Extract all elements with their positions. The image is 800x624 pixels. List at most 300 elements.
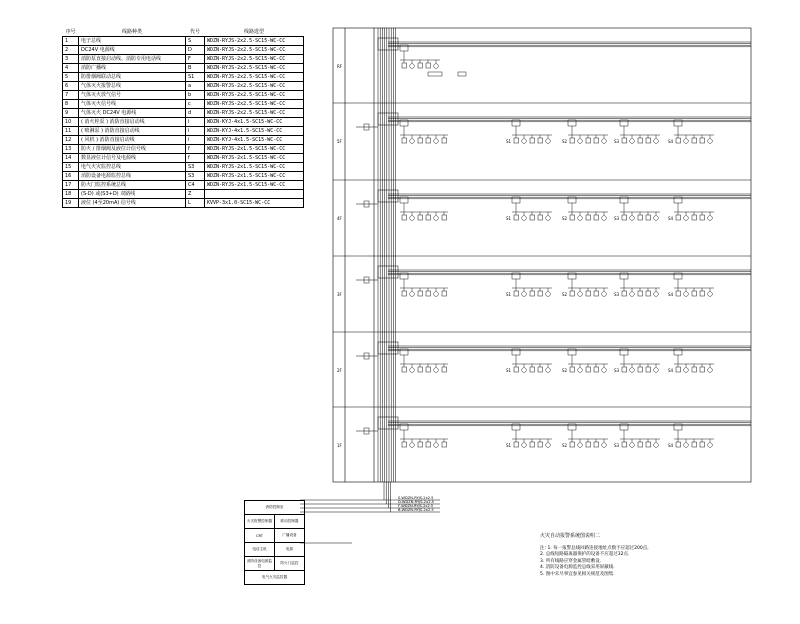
legend-cell: WDZN-RYJS-2x2.5-SC15-WC-CC bbox=[205, 64, 304, 73]
junction-box bbox=[378, 266, 398, 278]
device-icon bbox=[570, 291, 575, 296]
smoke-detector-icon bbox=[522, 368, 527, 373]
module-label: S4 bbox=[668, 443, 674, 448]
legend-row bbox=[63, 190, 304, 199]
device-icon bbox=[458, 72, 466, 76]
device-icon bbox=[638, 215, 643, 220]
device-icon bbox=[638, 138, 643, 143]
legend-row bbox=[63, 136, 304, 145]
device-icon bbox=[442, 138, 447, 143]
device-icon bbox=[570, 138, 575, 143]
legend-cell: 8 bbox=[63, 100, 79, 109]
legend-cell: 防排烟阀联动总线 bbox=[79, 73, 186, 82]
device-icon bbox=[676, 442, 681, 447]
legend-cell: WDZN-RYJS-2x2.5-SC15-WC-CC bbox=[205, 37, 304, 46]
device-icon bbox=[586, 367, 591, 372]
legend-cell: WDZN-RYJS-2x1.5-SC15-WC-CC bbox=[205, 172, 304, 181]
device-icon bbox=[514, 138, 519, 143]
device-icon bbox=[418, 291, 423, 296]
module-box bbox=[620, 120, 628, 126]
floor-label: 3F bbox=[337, 292, 342, 297]
note-line: 2. 总线短路隔离器保护的设备不应超过32点. bbox=[540, 552, 630, 558]
smoke-detector-icon bbox=[602, 139, 607, 144]
device-icon bbox=[426, 442, 431, 447]
smoke-detector-icon bbox=[654, 443, 659, 448]
device-icon bbox=[700, 215, 705, 220]
legend-cell: ( 喷淋泵 ) 消防直接启动线 bbox=[79, 127, 186, 136]
control-cell: 联动控制器 bbox=[275, 515, 305, 529]
module-box bbox=[568, 273, 576, 279]
module-box bbox=[620, 424, 628, 430]
device-icon bbox=[426, 291, 431, 296]
control-cell: 防火门监控 bbox=[275, 557, 305, 571]
legend-header-cell: 线路选型 bbox=[205, 28, 304, 37]
module-box bbox=[620, 273, 628, 279]
legend-cell: S3 bbox=[186, 172, 205, 181]
device-icon bbox=[530, 138, 535, 143]
control-cell: 电源 bbox=[275, 543, 305, 557]
module-box bbox=[568, 120, 576, 126]
smoke-detector-icon bbox=[410, 292, 415, 297]
legend-cell: 气体灭火放气信号 bbox=[79, 91, 186, 100]
legend-cell: 17 bbox=[63, 181, 79, 190]
module-label: S3 bbox=[614, 139, 620, 144]
legend-cell: 2 bbox=[63, 46, 79, 55]
smoke-detector-icon bbox=[708, 216, 713, 221]
legend-cell: S1 bbox=[186, 73, 205, 82]
device-icon bbox=[402, 215, 407, 220]
legend-cell: 10 bbox=[63, 118, 79, 127]
device-icon bbox=[594, 291, 599, 296]
device-icon bbox=[692, 367, 697, 372]
legend-header-cell: 线路种类 bbox=[79, 28, 186, 37]
module-label: S4 bbox=[668, 216, 674, 221]
device-icon bbox=[676, 138, 681, 143]
junction-box bbox=[378, 113, 398, 125]
legend-cell: 气体灭火 DC24V 电源线 bbox=[79, 109, 186, 118]
module-label: S2 bbox=[562, 216, 568, 221]
device-icon bbox=[594, 215, 599, 220]
module-label: S4 bbox=[668, 292, 674, 297]
legend-cell: 14 bbox=[63, 154, 79, 163]
legend-cell: WDZN-RYJS-2x2.5-SC15-WC-CC bbox=[205, 91, 304, 100]
legend-cell: 6 bbox=[63, 82, 79, 91]
isolator-icon bbox=[364, 277, 369, 283]
smoke-detector-icon bbox=[434, 292, 439, 297]
legend-cell: i bbox=[186, 136, 205, 145]
legend-cell: 18 bbox=[63, 190, 79, 199]
control-cell: 电话主机 bbox=[245, 543, 275, 557]
device-icon bbox=[530, 215, 535, 220]
module-box bbox=[400, 349, 408, 355]
legend-row bbox=[63, 55, 304, 64]
device-icon bbox=[586, 215, 591, 220]
bus-label: F-WDZN-RYJS-2x2.5 bbox=[398, 504, 434, 508]
device-icon bbox=[570, 215, 575, 220]
device-icon bbox=[638, 442, 643, 447]
smoke-detector-icon bbox=[602, 292, 607, 297]
legend-cell: 气体灭火信号线 bbox=[79, 100, 186, 109]
legend-cell: 16 bbox=[63, 172, 79, 181]
legend-cell: Z bbox=[186, 190, 205, 199]
device-icon bbox=[442, 291, 447, 296]
smoke-detector-icon bbox=[546, 216, 551, 221]
smoke-detector-icon bbox=[708, 368, 713, 373]
module-label: S1 bbox=[506, 139, 512, 144]
legend-cell: S bbox=[186, 37, 205, 46]
module-box bbox=[512, 197, 520, 203]
module-box bbox=[400, 273, 408, 279]
smoke-detector-icon bbox=[602, 443, 607, 448]
device-icon bbox=[442, 367, 447, 372]
legend-row bbox=[63, 163, 304, 172]
legend-cell: 15 bbox=[63, 163, 79, 172]
device-icon bbox=[700, 442, 705, 447]
module-label: S4 bbox=[668, 139, 674, 144]
legend-row bbox=[63, 37, 304, 46]
legend-row bbox=[63, 109, 304, 118]
legend-cell: WDZN-RYJS-2x1.5-SC15-WC-CC bbox=[205, 163, 304, 172]
bus-label: D-WDZN-RYJS-2x2.5 bbox=[398, 500, 434, 504]
device-icon bbox=[402, 138, 407, 143]
device-icon bbox=[538, 215, 543, 220]
smoke-detector-icon bbox=[708, 443, 713, 448]
smoke-detector-icon bbox=[434, 443, 439, 448]
device-icon bbox=[418, 63, 423, 68]
legend-cell: WDZN-RYJS-2x2.5-SC15-WC-CC bbox=[205, 73, 304, 82]
module-label: S3 bbox=[614, 292, 620, 297]
isolator-icon bbox=[364, 124, 369, 130]
floor-label: 1F bbox=[337, 443, 342, 448]
note-line: 5. 图中未尽事宜参见相关规范及图集. bbox=[540, 571, 615, 577]
module-box bbox=[620, 197, 628, 203]
smoke-detector-icon bbox=[434, 368, 439, 373]
smoke-detector-icon bbox=[546, 368, 551, 373]
device-icon bbox=[570, 367, 575, 372]
control-cell: 广播设备 bbox=[275, 529, 305, 543]
smoke-detector-icon bbox=[602, 368, 607, 373]
device-icon bbox=[646, 215, 651, 220]
legend-cell: d bbox=[186, 109, 205, 118]
legend-cell: b bbox=[186, 91, 205, 100]
legend-cell: (S-D) 或(S3+D) 双路线 bbox=[79, 190, 186, 199]
device-icon bbox=[514, 442, 519, 447]
legend-row bbox=[63, 118, 304, 127]
isolator-icon bbox=[364, 201, 369, 207]
junction-box bbox=[378, 342, 398, 354]
device-icon bbox=[538, 442, 543, 447]
bus-label: B-WDZN-RYJS-2x2.5 bbox=[398, 508, 434, 512]
notes-block bbox=[540, 533, 740, 579]
legend-row bbox=[63, 145, 304, 154]
legend-cell: 防火 / 排烟阀及液位计信号线 bbox=[79, 145, 186, 154]
module-label: S3 bbox=[614, 443, 620, 448]
legend-row bbox=[63, 82, 304, 91]
module-box bbox=[568, 424, 576, 430]
device-icon bbox=[692, 291, 697, 296]
device-icon bbox=[402, 442, 407, 447]
legend-cell: 9 bbox=[63, 109, 79, 118]
legend-cell: WDZN-RYJS-2x2.5-SC15-WC-CC bbox=[205, 82, 304, 91]
device-icon bbox=[638, 291, 643, 296]
smoke-detector-icon bbox=[630, 292, 635, 297]
device-icon bbox=[442, 215, 447, 220]
module-box bbox=[568, 197, 576, 203]
note-line: 3. 所有线路应穿金属管暗敷设. bbox=[540, 558, 602, 564]
legend-row bbox=[63, 100, 304, 109]
floor-label: RF bbox=[337, 64, 343, 69]
legend-cell: F bbox=[186, 55, 205, 64]
smoke-detector-icon bbox=[684, 292, 689, 297]
device-icon bbox=[646, 367, 651, 372]
legend-cell: 消防广播线 bbox=[79, 64, 186, 73]
legend-cell: S3 bbox=[186, 163, 205, 172]
smoke-detector-icon bbox=[578, 443, 583, 448]
module-label: S1 bbox=[506, 292, 512, 297]
smoke-detector-icon bbox=[410, 139, 415, 144]
legend-cell: WDZN-RYJS-2x1.5-SC15-WC-CC bbox=[205, 154, 304, 163]
device-icon bbox=[692, 442, 697, 447]
device-icon bbox=[692, 215, 697, 220]
bus-label: S-WDZN-RYJS-2x2.5 bbox=[398, 496, 434, 500]
device-icon bbox=[538, 291, 543, 296]
legend-cell: a bbox=[186, 82, 205, 91]
device-icon bbox=[418, 138, 423, 143]
smoke-detector-icon bbox=[578, 216, 583, 221]
smoke-detector-icon bbox=[434, 216, 439, 221]
legend-cell: WDZN-RYJS-2x2.5-SC15-WC-CC bbox=[205, 55, 304, 64]
smoke-detector-icon bbox=[522, 292, 527, 297]
legend-cell: c bbox=[186, 100, 205, 109]
smoke-detector-icon bbox=[654, 216, 659, 221]
smoke-detector-icon bbox=[434, 64, 439, 69]
device-icon bbox=[402, 291, 407, 296]
smoke-detector-icon bbox=[578, 139, 583, 144]
smoke-detector-icon bbox=[410, 443, 415, 448]
device-icon bbox=[538, 138, 543, 143]
smoke-detector-icon bbox=[654, 368, 659, 373]
device-icon bbox=[676, 291, 681, 296]
smoke-detector-icon bbox=[630, 368, 635, 373]
notes-title: 火灾自动报警系统图说明二 bbox=[540, 533, 601, 539]
device-icon bbox=[586, 291, 591, 296]
isolator-icon bbox=[364, 428, 369, 434]
legend-cell: B bbox=[186, 64, 205, 73]
device-icon bbox=[622, 215, 627, 220]
device-icon bbox=[622, 291, 627, 296]
device-icon bbox=[646, 138, 651, 143]
module-box bbox=[512, 424, 520, 430]
module-label: S4 bbox=[668, 368, 674, 373]
legend-cell: 11 bbox=[63, 127, 79, 136]
legend-cell: 电子总线 bbox=[79, 37, 186, 46]
legend-cell: ( 风机 ) 消防直接启动线 bbox=[79, 136, 186, 145]
module-label: S3 bbox=[614, 368, 620, 373]
device-icon bbox=[426, 63, 431, 68]
device-icon bbox=[402, 367, 407, 372]
legend-cell: f bbox=[186, 145, 205, 154]
smoke-detector-icon bbox=[434, 139, 439, 144]
control-cell: CRT bbox=[245, 529, 275, 543]
smoke-detector-icon bbox=[684, 368, 689, 373]
device-icon bbox=[594, 442, 599, 447]
legend-cell: C4 bbox=[186, 181, 205, 190]
module-box bbox=[512, 349, 520, 355]
legend-cell: 数显液位计信号及电源线 bbox=[79, 154, 186, 163]
module-box bbox=[674, 349, 682, 355]
legend-cell bbox=[205, 190, 304, 199]
smoke-detector-icon bbox=[546, 443, 551, 448]
module-box bbox=[674, 197, 682, 203]
module-box bbox=[400, 424, 408, 430]
device-icon bbox=[514, 215, 519, 220]
device-icon bbox=[514, 291, 519, 296]
module-box bbox=[512, 120, 520, 126]
module-box bbox=[674, 120, 682, 126]
legend-row bbox=[63, 181, 304, 190]
device-icon bbox=[594, 138, 599, 143]
smoke-detector-icon bbox=[522, 139, 527, 144]
control-room-table bbox=[244, 500, 305, 585]
device-icon bbox=[570, 442, 575, 447]
legend-cell: f bbox=[186, 154, 205, 163]
device-icon bbox=[646, 442, 651, 447]
legend-cell: WDZN-KYJ-4x1.5-SC15-WC-CC bbox=[205, 136, 304, 145]
device-icon bbox=[700, 138, 705, 143]
floor-label: 5F bbox=[337, 139, 342, 144]
legend-row bbox=[63, 154, 304, 163]
legend-cell: 19 bbox=[63, 199, 79, 208]
device-icon bbox=[700, 291, 705, 296]
device-icon bbox=[700, 367, 705, 372]
legend-cell: D bbox=[186, 46, 205, 55]
control-footer: 电气火灾监控器 bbox=[245, 571, 305, 585]
module-box bbox=[400, 45, 408, 51]
legend-row bbox=[63, 91, 304, 100]
legend-cell: WDZN-RYJS-2x1.5-SC15-WC-CC bbox=[205, 181, 304, 190]
device-icon bbox=[418, 442, 423, 447]
device-icon bbox=[622, 442, 627, 447]
legend-cell: WDZN-KYJ-4x1.5-SC15-WC-CC bbox=[205, 118, 304, 127]
legend-cell: 气体灭火报警总线 bbox=[79, 82, 186, 91]
junction-box bbox=[378, 38, 398, 50]
device-icon bbox=[638, 367, 643, 372]
smoke-detector-icon bbox=[684, 139, 689, 144]
device-icon bbox=[426, 367, 431, 372]
device-icon bbox=[622, 138, 627, 143]
legend-cell: i bbox=[186, 127, 205, 136]
device-icon bbox=[426, 215, 431, 220]
junction-box bbox=[378, 190, 398, 202]
device-icon bbox=[586, 442, 591, 447]
legend-cell: ( 消火栓泵 ) 消防直接启动线 bbox=[79, 118, 186, 127]
device-icon bbox=[402, 63, 407, 68]
legend-cell: 7 bbox=[63, 91, 79, 100]
note-line: 注: 1. 每一报警总线回路连接地址点数不应超过200点, bbox=[540, 545, 649, 551]
legend-header-row bbox=[63, 28, 304, 37]
device-icon bbox=[530, 291, 535, 296]
module-box bbox=[400, 120, 408, 126]
device-icon bbox=[442, 442, 447, 447]
legend-row bbox=[63, 172, 304, 181]
device-icon bbox=[594, 367, 599, 372]
smoke-detector-icon bbox=[546, 139, 551, 144]
smoke-detector-icon bbox=[578, 368, 583, 373]
module-box bbox=[512, 273, 520, 279]
control-cell: 消防设备电源监控 bbox=[245, 557, 275, 571]
smoke-detector-icon bbox=[630, 139, 635, 144]
smoke-detector-icon bbox=[522, 443, 527, 448]
smoke-detector-icon bbox=[602, 216, 607, 221]
legend-cell: 消防泵直接启动线、消防专用电话线 bbox=[79, 55, 186, 64]
legend-cell: 4 bbox=[63, 64, 79, 73]
module-label: S2 bbox=[562, 443, 568, 448]
legend-cell: 5 bbox=[63, 73, 79, 82]
control-cell: 火灾报警控制器 bbox=[245, 515, 275, 529]
module-label: S1 bbox=[506, 443, 512, 448]
smoke-detector-icon bbox=[578, 292, 583, 297]
legend-cell: WDZN-RYJS-2x2.5-SC15-WC-CC bbox=[205, 109, 304, 118]
module-label: S3 bbox=[614, 216, 620, 221]
legend-cell: WDZN-RYJS-2x2.5-SC15-WC-CC bbox=[205, 100, 304, 109]
device-icon bbox=[514, 367, 519, 372]
device-icon bbox=[646, 291, 651, 296]
legend-header-cell: 序号 bbox=[63, 28, 79, 37]
legend-cell: L bbox=[186, 199, 205, 208]
device-icon bbox=[530, 367, 535, 372]
isolator-icon bbox=[364, 353, 369, 359]
legend-cell: 液位 (4至20mA) 信号线 bbox=[79, 199, 186, 208]
legend-cell: 电气火灾监控总线 bbox=[79, 163, 186, 172]
device-icon bbox=[530, 442, 535, 447]
module-box bbox=[400, 197, 408, 203]
smoke-detector-icon bbox=[522, 216, 527, 221]
device-icon bbox=[538, 367, 543, 372]
legend-cell: WDZN-KYJ-4x1.5-SC15-WC-CC bbox=[205, 127, 304, 136]
device-icon bbox=[418, 215, 423, 220]
smoke-detector-icon bbox=[684, 216, 689, 221]
smoke-detector-icon bbox=[410, 64, 415, 69]
smoke-detector-icon bbox=[708, 292, 713, 297]
device-icon bbox=[586, 138, 591, 143]
device-icon bbox=[692, 138, 697, 143]
legend-cell: 12 bbox=[63, 136, 79, 145]
smoke-detector-icon bbox=[630, 443, 635, 448]
device-icon bbox=[676, 367, 681, 372]
smoke-detector-icon bbox=[410, 216, 415, 221]
control-room-title: 消防控制室 bbox=[245, 501, 305, 515]
module-box bbox=[620, 349, 628, 355]
legend-cell: 消防设备电源监控总线 bbox=[79, 172, 186, 181]
smoke-detector-icon bbox=[684, 443, 689, 448]
legend-row bbox=[63, 64, 304, 73]
legend-row bbox=[63, 199, 304, 208]
module-label: S2 bbox=[562, 368, 568, 373]
smoke-detector-icon bbox=[410, 368, 415, 373]
junction-box bbox=[378, 417, 398, 429]
device-icon bbox=[676, 215, 681, 220]
smoke-detector-icon bbox=[654, 292, 659, 297]
module-box bbox=[674, 424, 682, 430]
legend-cell: 3 bbox=[63, 55, 79, 64]
note-line: 4. 消防设备电源监控总线采用屏蔽线. bbox=[540, 565, 615, 571]
module-label: S2 bbox=[562, 139, 568, 144]
legend-row bbox=[63, 73, 304, 82]
legend-cell: KVVP-3x1.0-SC15-WC-CC bbox=[205, 199, 304, 208]
legend-cell: 13 bbox=[63, 145, 79, 154]
legend-cell: WDZN-RYJS-2x1.5-SC15-WC-CC bbox=[205, 145, 304, 154]
device-icon bbox=[418, 367, 423, 372]
